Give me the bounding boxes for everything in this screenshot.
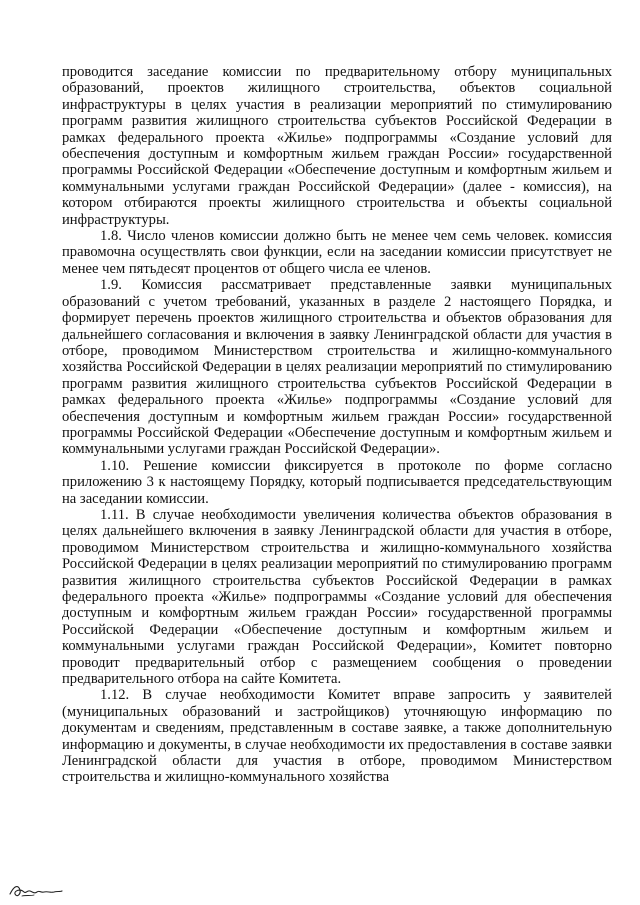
paragraph-1-11: 1.11. В случае необходимости увеличения количества объектов образования в целях дальнейшего включения в заявку Ленинградской области для участия в отборе, проводимом Министерством строительства и жилищно-коммунального хозяйства Российской Федерации в целях реализации мероприятий по стимулированию программ развития жилищного строительства субъектов Российской Федерации в рамках федерального проекта «Жилье» подпрограммы «Создание условий для обеспечения доступным и комфортным жильем граждан России» государственной программы Российской Федерации «Обеспечение доступным и комфортным жильем и коммунальными услугами граждан Российской Федерации», Комитет повторно проводит предварительный отбор с размещением сообщения о проведении предварительного отбора на сайте Комитета.: [62, 506, 612, 688]
document-page: [62, 64, 612, 786]
paragraph-1-9: 1.9. Комиссия рассматривает представленные заявки муниципальных образований с учетом требований, указанных в разделе 2 настоящего Порядка, и формирует перечень проектов жилищного строительства и объектов образования для дальнейшего согласования и включения в заявку Ленинградской области для участия в отборе, проводимом Министерством строительства и жилищно-коммунального хозяйства Российской Федерации в целях реализации мероприятий по стимулированию программ развития жилищного строительства субъектов Российской Федерации в рамках федерального проекта «Жилье» подпрограммы «Создание условий для обеспечения доступным и комфортным жильем граждан России» государственной программы Российской Федерации «Обеспечение доступным и комфортным жильем и коммунальными услугами граждан Российской Федерации».: [62, 277, 612, 458]
paragraph-1-8: 1.8. Число членов комиссии должно быть не менее чем семь человек. комиссия правомочна осуществлять свои функции, если на заседании комиссии присутствует не менее чем пятьдесят процентов от общего числа ее членов.: [62, 228, 612, 277]
paragraph-1-12: 1.12. В случае необходимости Комитет вправе запросить у заявителей (муниципальных образований и застройщиков) уточняющую информацию по документам и сведениям, представленным в составе заявке, а также дополнительную информацию и документы, в случае необходимости их предоставления в составе заявки Ленинградской области для участия в отборе, проводимом Министерством строительства и жилищно-коммунального хозяйства: [62, 687, 612, 786]
paragraph-continuation: проводится заседание комиссии по предварительному отбору муниципальных образований, проектов жилищного строительства, объектов социальной инфраструктуры в целях участия в реализации мероприятий по стимулированию программ развития жилищного строительства субъектов Российской Федерации в рамках федерального проекта «Жилье» подпрограммы «Создание условий для обеспечения доступным и комфортным жильем граждан России» государственной программы Российской Федерации «Обеспечение доступным и комфортным жильем и коммунальными услугами граждан Российской Федерации» (далее - комиссия), на котором отбираются проекты жилищного строительства и объекты социальной инфраструктуры.: [62, 64, 612, 228]
paragraph-1-10: 1.10. Решение комиссии фиксируется в протоколе по форме согласно приложению 3 к настоящему Порядку, который подписывается председательствующим на заседании комиссии.: [62, 457, 612, 507]
handwritten-signature: [8, 880, 64, 902]
